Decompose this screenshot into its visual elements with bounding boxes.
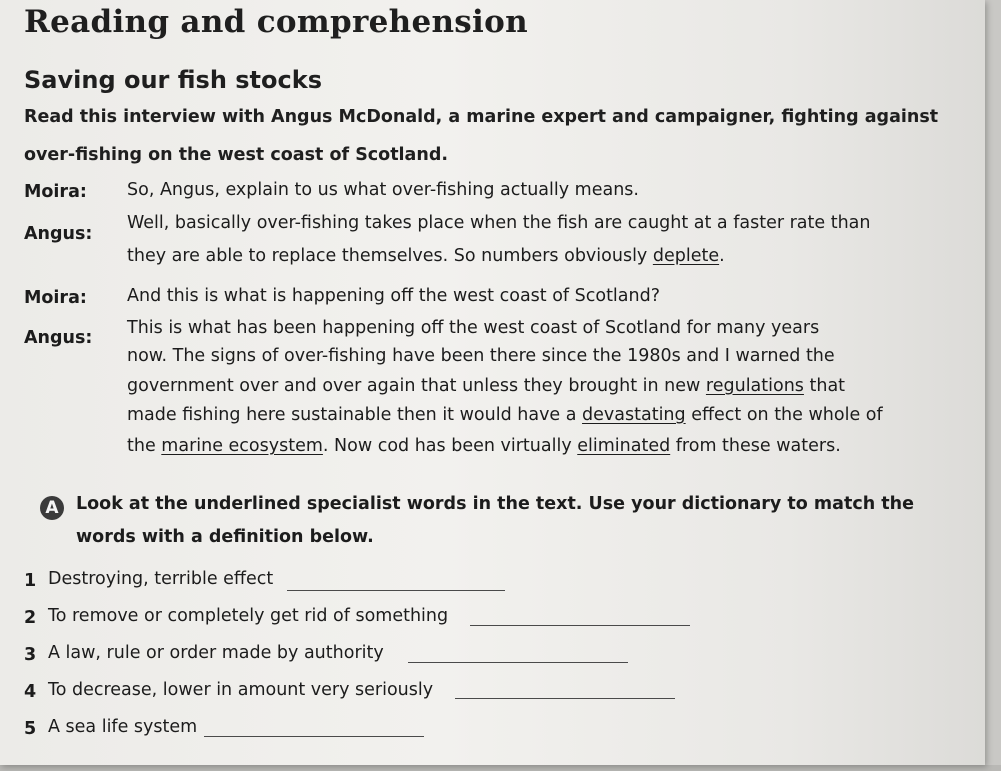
question-number: 4	[24, 682, 37, 702]
text-span: . Now cod has been virtually	[322, 436, 578, 456]
page-edge-right	[985, 0, 1001, 771]
text-span: the	[127, 436, 162, 456]
question-number: 5	[24, 719, 37, 739]
interview-angus-2-line-4	[127, 405, 883, 425]
interview-angus-2-line-3	[127, 376, 845, 396]
underlined-word-regulations: regulations	[705, 376, 804, 396]
question-text: To remove or completely get rid of something	[48, 606, 449, 626]
text-span: .	[719, 246, 725, 266]
underlined-word-eliminated: eliminated	[577, 436, 671, 456]
text-span: from these waters.	[670, 436, 841, 456]
intro-line-1: Read this interview with Angus McDonald, a marine expert and campaigner, fighting against	[24, 107, 939, 127]
answer-blank-3[interactable]	[408, 662, 628, 663]
question-number: 1	[24, 571, 37, 591]
text-span: that	[803, 376, 846, 396]
interview-angus-2-line-2: now. The signs of over-fishing have been there since the 1980s and I warned the	[127, 346, 835, 366]
answer-blank-5[interactable]	[204, 736, 424, 737]
interview-moira-1: So, Angus, explain to us what over-fishing actually means.	[127, 180, 639, 200]
underlined-word-marine-ecosystem: marine ecosystem	[161, 436, 323, 456]
question-number: 2	[24, 608, 37, 628]
question-text: A law, rule or order made by authority	[48, 643, 384, 663]
intro-line-2: over-fishing on the west coast of Scotland.	[24, 145, 448, 165]
text-span: government over and over again that unless they brought in new	[127, 376, 706, 396]
speaker-angus: Angus:	[24, 224, 93, 244]
page-edge-bottom	[0, 765, 1001, 771]
page-title: Reading and comprehension	[24, 4, 528, 40]
activity-instruction-line-1: Look at the underlined specialist words in the text. Use your dictionary to match the	[76, 494, 914, 514]
speaker-moira: Moira:	[24, 182, 87, 202]
interview-angus-1-line-1: Well, basically over-fishing takes place when the fish are caught at a faster rate than	[127, 213, 871, 233]
question-text: Destroying, terrible effect	[48, 569, 274, 589]
activity-instruction-line-2: words with a definition below.	[76, 527, 374, 547]
activity-badge: A	[40, 496, 64, 520]
interview-angus-2-line-5	[127, 436, 841, 456]
answer-blank-4[interactable]	[455, 698, 675, 699]
answer-blank-2[interactable]	[470, 625, 690, 626]
text-span: effect on the whole of	[685, 405, 883, 425]
question-text: A sea life system	[48, 717, 198, 737]
speaker-angus: Angus:	[24, 328, 93, 348]
answer-blank-1[interactable]	[287, 590, 505, 591]
underlined-word-deplete: deplete	[652, 246, 720, 266]
interview-angus-2-line-1: This is what has been happening off the west coast of Scotland for many years	[127, 318, 820, 338]
text-span: made fishing here sustainable then it would have a	[127, 405, 583, 425]
section-title: Saving our fish stocks	[24, 66, 322, 94]
underlined-word-devastating: devastating	[582, 405, 686, 425]
question-text: To decrease, lower in amount very seriously	[48, 680, 434, 700]
speaker-moira: Moira:	[24, 288, 87, 308]
interview-angus-1-line-2	[127, 246, 725, 266]
question-number: 3	[24, 645, 37, 665]
interview-moira-2: And this is what is happening off the west coast of Scotland?	[127, 286, 661, 306]
text-span: they are able to replace themselves. So numbers obviously	[127, 246, 653, 266]
